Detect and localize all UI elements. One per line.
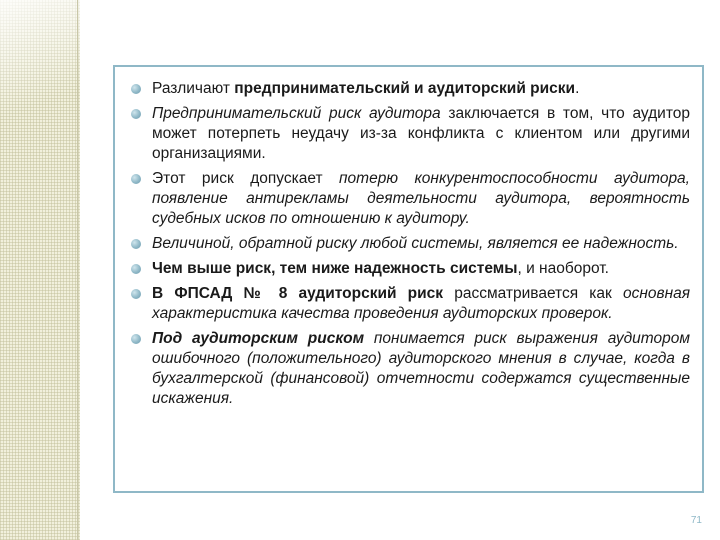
bullet-item [129,259,690,279]
bullet-text-bold: предпринимательский и аудиторский риски [234,80,576,97]
bullet-text-bold: Чем выше риск, тем ниже надежность системы [152,260,518,277]
bullet-text-italic: потерю конкурентоспособности аудитора, появление антирекламы деятельности аудитора, вероятность судебных исков по отношению к аудитору. [152,170,690,227]
bullet-item [129,104,690,164]
content-frame [113,65,704,493]
bullet-text: , и наоборот. [517,260,609,277]
bullet-text-italic: основная характеристика качества проведения аудиторских проверок. [152,285,691,322]
bullet-item [129,329,690,409]
decorative-side-pattern [0,0,80,540]
bullet-item [129,169,690,229]
bullet-list [129,79,690,409]
bullet-text: заключается в том, что аудитор может потерпеть неудачу из-за конфликта с клиентом или другими организациями. [152,105,690,162]
bullet-item [129,284,690,324]
bullet-text: рассматривается как [443,285,623,302]
bullet-text-italic: Предпринимательский риск аудитора [152,105,441,122]
bullet-text-italic: Величиной, обратной риску любой системы, является ее надежность. [152,235,679,252]
side-divider [77,0,78,540]
bullet-text: . [575,80,580,97]
bullet-item [129,234,690,254]
pattern-highlight [0,0,80,140]
page-number: 71 [690,515,702,526]
bullet-text-bold: В ФПСАД № 8 аудиторский риск [152,285,444,302]
bullet-text: Этот риск допускает [152,170,340,187]
bullet-item [129,79,690,99]
bullet-text-bold-italic: Под аудиторским риском [152,330,365,347]
bullet-text: Различают [152,80,235,97]
bullet-text-italic: понимается риск выражения аудитором ошибочного (положительного) аудиторского мнения в случае, когда в бухгалтерской (финансовой) отчетности содержатся существенные искажения. [152,330,690,407]
